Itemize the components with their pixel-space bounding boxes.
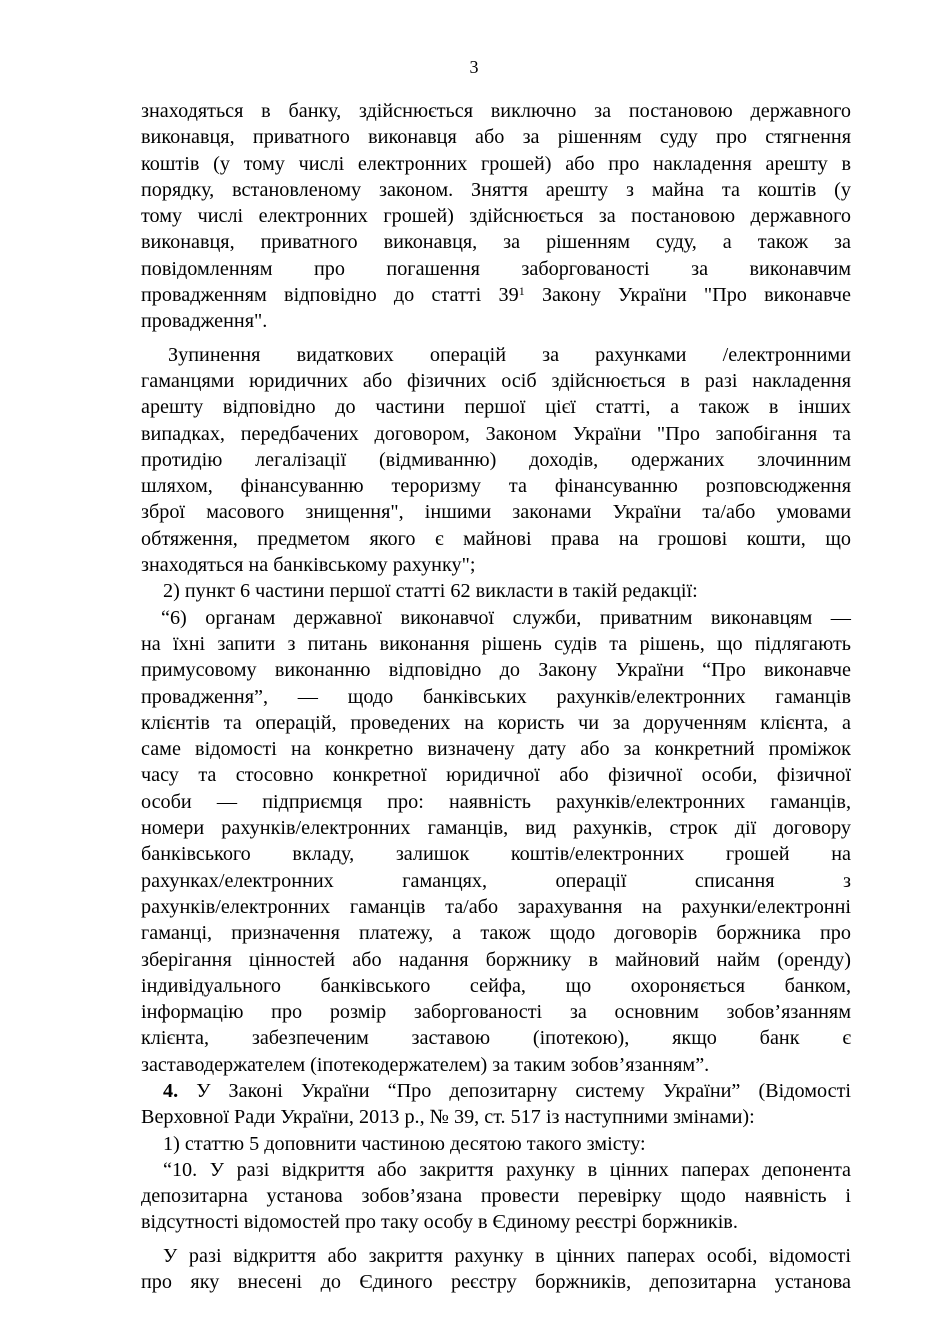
document-body bbox=[141, 98, 851, 1295]
section-number: 4. bbox=[163, 1079, 179, 1102]
text-line: гаманцями юридичних або фізичних осіб здійснюється в разі накладення bbox=[141, 369, 851, 392]
text-line: примусовому виконанню відповідно до Закону України “Про виконавче bbox=[141, 659, 851, 682]
paragraph-item-6 bbox=[141, 605, 851, 1078]
text-line: саме відомості на конкретно визначену дату або за конкретний проміжок bbox=[141, 738, 851, 761]
text-line: банківського вкладу, залишок коштів/електронних грошей на bbox=[141, 843, 851, 866]
text-line: У разі відкриття або закриття рахунку в цінних паперах особі, відомості bbox=[163, 1244, 851, 1267]
text-line: рахунків/електронних гаманців та/або зарахування на рахунки/електронні bbox=[141, 895, 851, 918]
text-line: особи — підприємця про: наявність рахунків/електронних гаманців, bbox=[141, 790, 851, 813]
paragraph-suspension bbox=[141, 342, 851, 579]
item-1-line: 1) статтю 5 доповнити частиною десятою такого змісту: bbox=[163, 1132, 646, 1155]
text-line: випадках, передбачених договором, Законом України "Про запобігання та bbox=[141, 422, 851, 445]
paragraph-arrest-continuation bbox=[141, 98, 851, 335]
text-line: клієнта, забезпеченим заставою (іпотекою), якщо банк є bbox=[141, 1027, 851, 1050]
section-4-heading bbox=[141, 1078, 851, 1131]
text-line: індивідуального банківського сейфа, що охороняється банком, bbox=[141, 974, 851, 997]
text-line-with-superscript bbox=[141, 282, 851, 308]
text-fragment: У Законі України “Про депозитарну систему України” (Відомості bbox=[178, 1079, 851, 1102]
text-line: зберігання цінностей або надання боржнику в майновий найм (оренду) bbox=[141, 948, 851, 971]
text-line: виконавця, приватного виконавця, за рішенням суду, а також за bbox=[141, 231, 851, 254]
text-line: протидію легалізації (відмиванню) доходів, одержаних злочинним bbox=[141, 448, 851, 471]
text-line: обтяження, предметом якого є майнові права на грошові кошти, що bbox=[141, 527, 851, 550]
text-line: виконавця, приватного виконавця або за рішенням суду про стягнення bbox=[141, 126, 851, 149]
text-line: номери рахунків/електронних гаманців, вид рахунків, строк дії договору bbox=[141, 817, 851, 840]
text-line: часу та стосовно конкретної юридичної або фізичної особи, фізичної bbox=[141, 764, 851, 787]
text-line: про яку внесені до Єдиного реєстру боржників, депозитарна установа bbox=[141, 1271, 851, 1294]
page-number: 3 bbox=[469, 57, 479, 77]
text-line: депозитарна установа зобов’язана провести перевірку щодо наявність і bbox=[141, 1185, 851, 1208]
text-line: клієнтів та операцій, проведених на користь чи за дорученням клієнта, а bbox=[141, 711, 851, 734]
text-line: провадження". bbox=[141, 310, 268, 333]
text-fragment: провадженням відповідно до статті 39 bbox=[141, 284, 519, 307]
paragraph-part-10 bbox=[141, 1157, 851, 1236]
text-line: на їхні запити з питань виконання рішень судів та рішень, що підлягають bbox=[141, 632, 851, 655]
text-line: тому числі електронних грошей) здійснюється за постановою державного bbox=[141, 205, 851, 228]
text-line: знаходяться на банківському рахунку"; bbox=[141, 554, 476, 577]
text-line: гаманці, призначення платежу, а також щодо договорів боржника про bbox=[141, 922, 851, 945]
text-line: провадження”, — щодо банківських рахунків/електронних гаманців bbox=[141, 685, 851, 708]
text-line: рахунках/електронних гаманцях, операції списання з bbox=[141, 869, 851, 892]
text-line: Зупинення видаткових операцій за рахунками /електронними bbox=[168, 343, 851, 366]
text-line: “10. У разі відкриття або закриття рахунку в цінних паперах депонента bbox=[163, 1158, 851, 1181]
text-line: Верховної Ради України, 2013 р., № 39, ст. 517 із наступними змінами): bbox=[141, 1106, 755, 1129]
text-line: зброї масового знищення", іншими законами України та/або умовами bbox=[141, 501, 851, 524]
text-line bbox=[141, 1078, 851, 1104]
text-line: заставодержателем (іпотекодержателем) за таким зобов’язанням”. bbox=[141, 1053, 710, 1076]
text-fragment: Закону України "Про виконавче bbox=[524, 284, 851, 307]
text-line: інформацію про розмір заборгованості за основним зобов’язанням bbox=[141, 1001, 851, 1024]
text-line: порядку, встановленому законом. Зняття арешту з майна та коштів (у bbox=[141, 178, 851, 201]
superscript: 1 bbox=[518, 284, 525, 299]
text-line: коштів (у тому числі електронних грошей) або про накладення арешту в bbox=[141, 152, 851, 175]
text-line: знаходяться в банку, здійснюється виключно за постановою державного bbox=[141, 100, 851, 122]
paragraph-debtor-account bbox=[141, 1243, 851, 1296]
text-line: відсутності відомостей про таку особу в Єдиному реєстрі боржників. bbox=[141, 1211, 738, 1234]
item-2-line: 2) пункт 6 частини першої статті 62 викласти в такій редакції: bbox=[163, 580, 698, 603]
text-line: “6) органам державної виконавчої служби, приватним виконавцям — bbox=[161, 606, 851, 629]
text-line: шляхом, фінансуванню тероризму та фінансуванню розповсюдження bbox=[141, 475, 851, 498]
text-line: повідомленням про погашення заборгованості за виконавчим bbox=[141, 257, 851, 280]
text-line: арешту відповідно до частини першої цієї статті, а також в інших bbox=[141, 396, 851, 419]
